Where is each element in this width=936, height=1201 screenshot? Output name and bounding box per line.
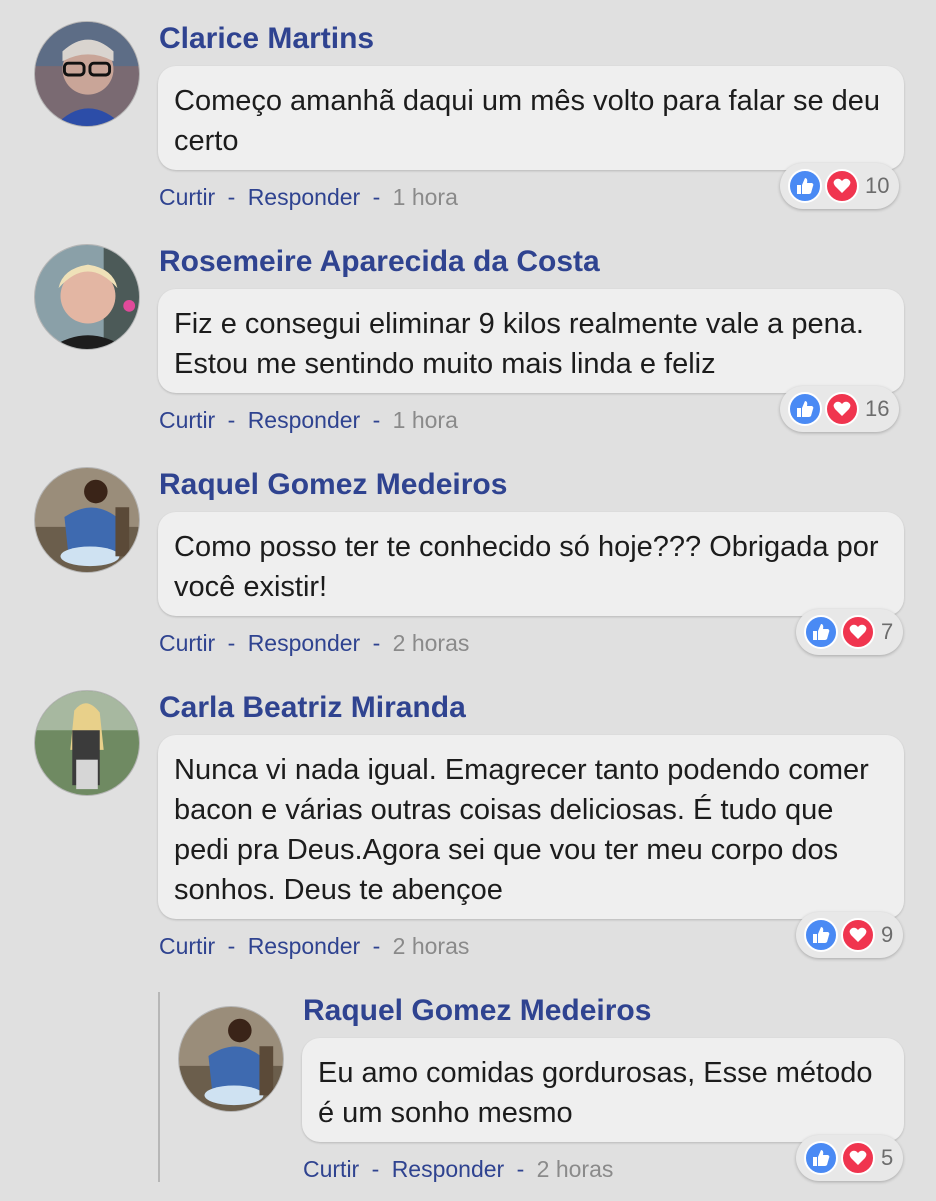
separator: - — [371, 1156, 380, 1182]
separator: - — [516, 1156, 525, 1182]
like-link[interactable]: Curtir — [159, 933, 216, 959]
reaction-summary[interactable] — [796, 1135, 903, 1181]
reply-link[interactable]: Responder — [247, 630, 361, 656]
reaction-count: 7 — [881, 619, 894, 644]
heart-icon — [841, 615, 875, 649]
separator: - — [372, 407, 381, 433]
avatar[interactable] — [178, 1006, 284, 1112]
like-link[interactable]: Curtir — [159, 630, 216, 656]
reaction-summary[interactable] — [780, 163, 899, 209]
comment-actions — [303, 1154, 613, 1184]
comment-text: Como posso ter te conhecido só hoje??? Obrigada por você existir! — [158, 512, 904, 616]
separator: - — [227, 630, 236, 656]
reply-link[interactable]: Responder — [391, 1156, 505, 1182]
like-icon — [788, 169, 822, 203]
comment-actions — [159, 405, 458, 435]
commenter-name[interactable]: Rosemeire Aparecida da Costa — [159, 245, 600, 278]
timestamp: 2 horas — [392, 933, 470, 959]
like-link[interactable]: Curtir — [159, 184, 216, 210]
commenter-name[interactable]: Raquel Gomez Medeiros — [303, 994, 652, 1027]
comment-actions — [159, 931, 469, 961]
comment-text: Nunca vi nada igual. Emagrecer tanto podendo comer bacon e várias outras coisas deliciosas. É tudo que pedi pra Deus.Agora sei que vou ter meu corpo dos sonhos. Deus te abençoe — [158, 735, 904, 919]
separator: - — [372, 184, 381, 210]
avatar[interactable] — [34, 467, 140, 573]
like-icon — [804, 1141, 838, 1175]
reaction-summary[interactable] — [780, 386, 899, 432]
reaction-count: 5 — [881, 1145, 894, 1170]
reaction-summary[interactable] — [796, 609, 903, 655]
commenter-name[interactable]: Carla Beatriz Miranda — [159, 691, 466, 724]
heart-icon — [825, 169, 859, 203]
reply-link[interactable]: Responder — [247, 933, 361, 959]
timestamp: 1 hora — [392, 407, 458, 433]
timestamp: 2 horas — [392, 630, 470, 656]
comment-text: Fiz e consegui eliminar 9 kilos realmente vale a pena. Estou me sentindo muito mais linda e feliz — [158, 289, 904, 393]
like-icon — [804, 615, 838, 649]
separator: - — [227, 184, 236, 210]
commenter-name[interactable]: Raquel Gomez Medeiros — [159, 468, 508, 501]
like-link[interactable]: Curtir — [159, 407, 216, 433]
separator: - — [227, 407, 236, 433]
like-icon — [788, 392, 822, 426]
separator: - — [372, 630, 381, 656]
heart-icon — [825, 392, 859, 426]
comment-text: Começo amanhã daqui um mês volto para falar se deu certo — [158, 66, 904, 170]
avatar[interactable] — [34, 244, 140, 350]
heart-icon — [841, 918, 875, 952]
separator: - — [227, 933, 236, 959]
reaction-count: 10 — [865, 173, 890, 198]
like-link[interactable]: Curtir — [303, 1156, 360, 1182]
comment-actions — [159, 628, 469, 658]
avatar[interactable] — [34, 21, 140, 127]
comment-text: Eu amo comidas gordurosas, Esse método é um sonho mesmo — [302, 1038, 904, 1142]
heart-icon — [841, 1141, 875, 1175]
avatar[interactable] — [34, 690, 140, 796]
timestamp: 1 hora — [392, 184, 458, 210]
reaction-count: 9 — [881, 922, 894, 947]
reaction-summary[interactable] — [796, 912, 903, 958]
reply-thread-line — [158, 992, 160, 1182]
reaction-count: 16 — [865, 396, 890, 421]
separator: - — [372, 933, 381, 959]
commenter-name[interactable]: Clarice Martins — [159, 22, 375, 55]
like-icon — [804, 918, 838, 952]
reply-link[interactable]: Responder — [247, 184, 361, 210]
comment-actions — [159, 182, 458, 212]
timestamp: 2 horas — [536, 1156, 614, 1182]
reply-link[interactable]: Responder — [247, 407, 361, 433]
